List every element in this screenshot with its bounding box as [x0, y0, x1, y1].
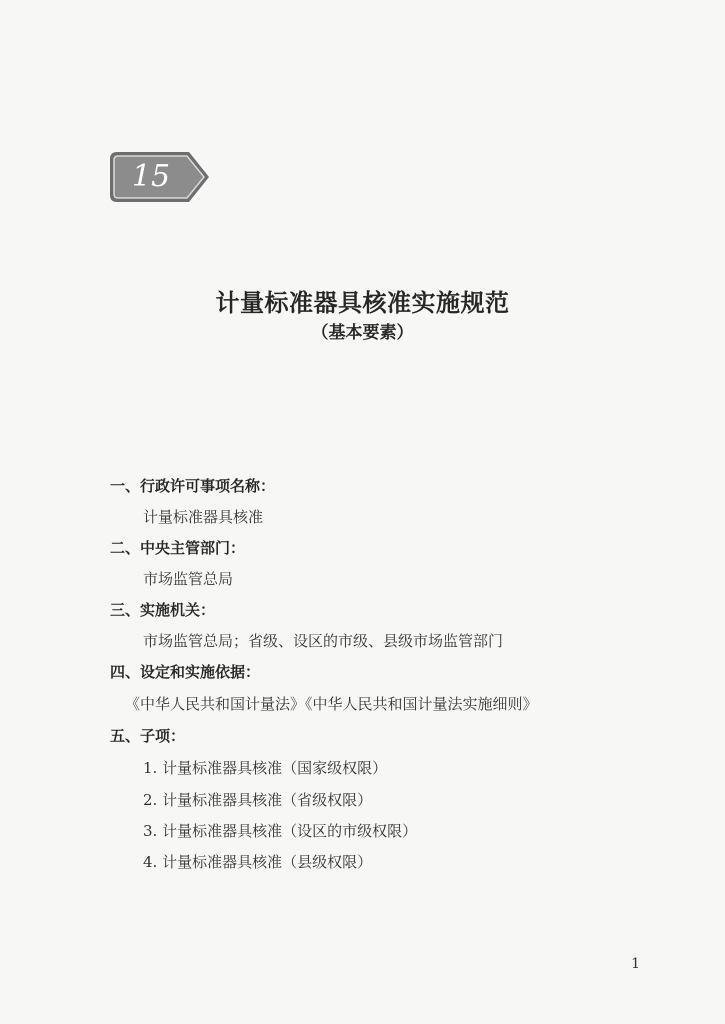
section-2-content: 市场监管总局 — [143, 570, 234, 588]
section-1-content: 计量标准器具核准 — [143, 508, 264, 526]
sub-item-2: 2. 计量标准器具核准（省级权限） — [143, 791, 373, 809]
section-2-heading: 二、中央主管部门： — [110, 539, 246, 557]
sub-item-3: 3. 计量标准器具核准（设区的市级权限） — [143, 822, 418, 840]
sub-item-4: 4. 计量标准器具核准（县级权限） — [143, 853, 373, 871]
document-title: 计量标准器具核准实施规范 — [215, 289, 510, 317]
section-3-content: 市场监管总局；省级、设区的市级、县级市场监管部门 — [143, 632, 504, 650]
section-4-heading: 四、设定和实施依据： — [110, 663, 261, 681]
document-subtitle: （基本要素） — [311, 323, 414, 343]
page-number: 1 — [631, 956, 640, 972]
chapter-number: 15 — [131, 159, 171, 194]
section-1-heading: 一、行政许可事项名称： — [110, 477, 276, 495]
chapter-badge — [109, 151, 211, 203]
section-3-heading: 三、实施机关： — [110, 601, 216, 619]
section-5-heading: 五、子项： — [110, 727, 186, 745]
sub-item-1: 1. 计量标准器具核准（国家级权限） — [143, 759, 388, 777]
section-4-content: 《中华人民共和国计量法》《中华人民共和国计量法实施细则》 — [125, 695, 538, 713]
